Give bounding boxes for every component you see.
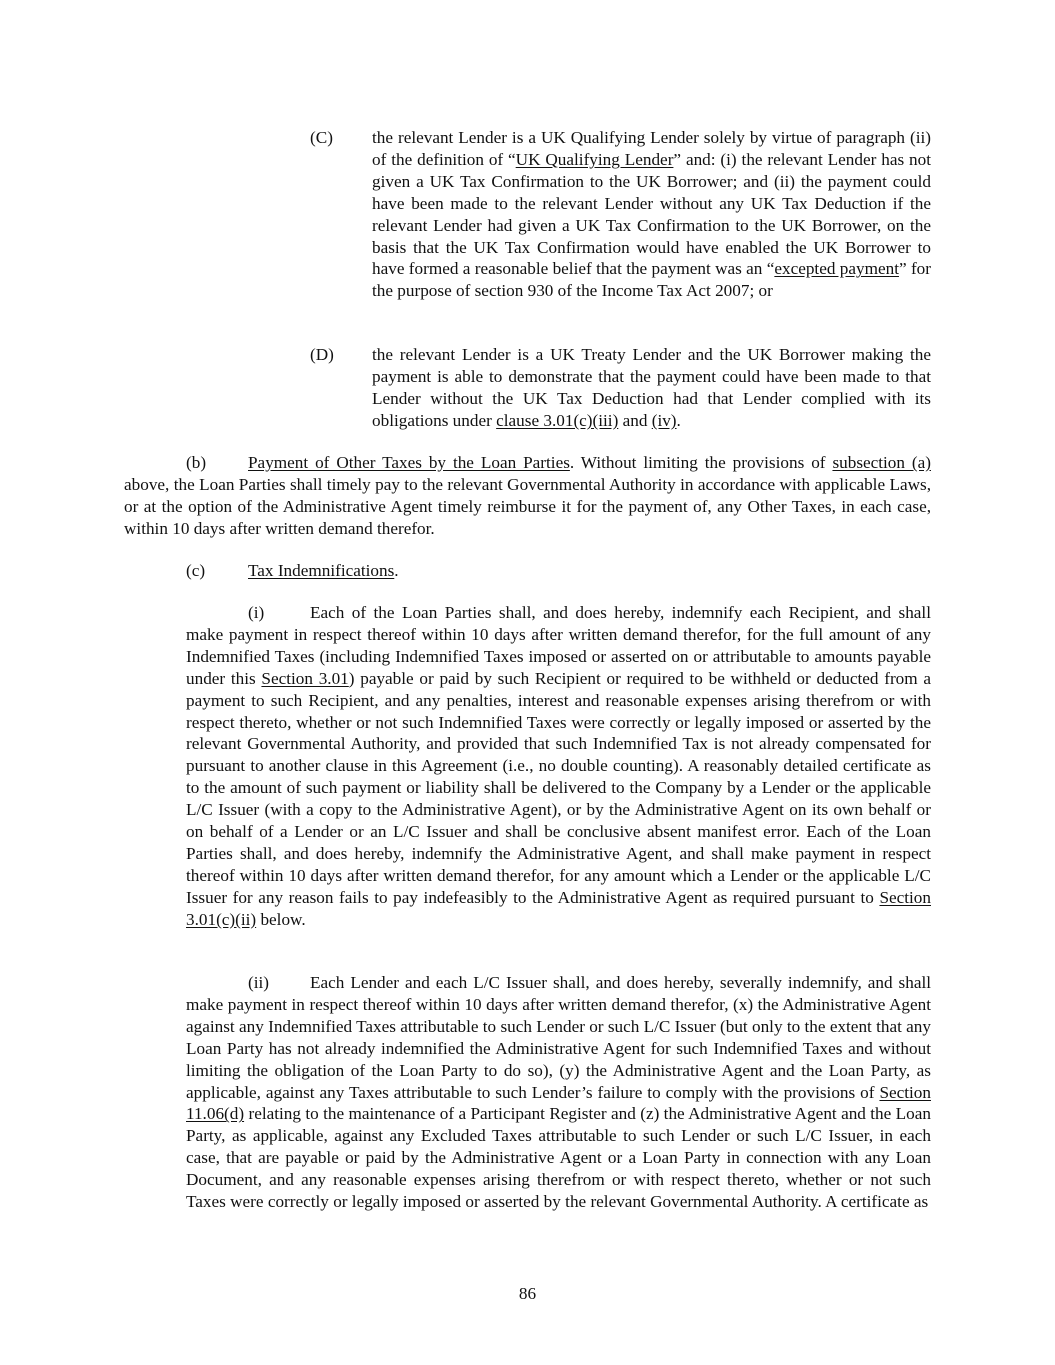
clause-c-heading-line (248, 560, 399, 582)
clause-i-text-part: Each of the Loan Parties shall, and does hereby, indemnify each Recipient, and shall make payment in respect thereof within 10 days after written demand therefor, for the full amount of any Indemnified Taxes (including Indemnified Taxes imposed or asserted on or attributable to amounts payable under this (186, 603, 931, 688)
clause-i-text (186, 602, 931, 931)
clause-c-label: (c) (186, 561, 206, 580)
section-3-01-reference: Section 3.01 (261, 668, 349, 688)
clause-iv-reference: (iv) (651, 410, 677, 430)
excepted-payment-reference: excepted payment (774, 259, 899, 279)
clause-C-text (372, 127, 931, 302)
section-3-01-c-ii-reference: Section 3.01(c)(ii) (186, 887, 931, 929)
clause-D-text-part: the relevant Lender is a UK Treaty Lender and the UK Borrower making the payment is able to demonstrate that the payment could have been made to that Lender without the UK Tax Deduction had that Lender complied with its obligations under (372, 345, 931, 430)
clause-b-text (124, 452, 931, 540)
tax-indemnifications-heading: Tax Indemnifications (248, 561, 395, 580)
clause-C-text-part: ” for the purpose of section 930 of the Income Tax Act 2007; or (372, 259, 931, 301)
clause-C-text-part: the relevant Lender is a UK Qualifying Lender solely by virtue of paragraph (ii) of the definition of “ (372, 128, 931, 169)
clause-b-heading: Payment of Other Taxes by the Loan Parties (248, 453, 570, 472)
clause-D-text-part: . (676, 410, 681, 430)
clause-b-text-part: above, the Loan Parties shall timely pay to the relevant Governmental Authority in accordance with applicable Laws, or at the option of the Administrative Agent timely reimburse it for the payment of, any Other Taxes, in each case, within 10 days after written demand therefor. (124, 474, 931, 538)
subsection-a-reference: subsection (a) (832, 453, 931, 472)
clause-D-text-part: and (618, 410, 652, 430)
clause-b-text-part: . Without limiting the provisions of (569, 453, 833, 472)
clause-i-label: (i) (248, 603, 265, 622)
clause-b-label: (b) (186, 453, 207, 472)
clause-ii-text-part: relating to the maintenance of a Participant Register and (z) the Administrative Agent and the Loan Party, as applicable, against any Excluded Taxes attributable to such Lender or such L/C Issuer, in each case, that are payable or paid by the Administrative Agent or a Loan Party in connection with any Loan Document, and any reasonable expenses arising therefrom or with respect thereto, whether or not such Taxes were correctly or legally imposed or asserted by the relevant Governmental Authority. A certificate as (186, 1104, 931, 1212)
page-number: 86 (518, 1284, 537, 1303)
clause-c-heading-period: . (394, 561, 399, 580)
clause-ii-text (186, 972, 931, 1213)
section-11-06-d-reference: Section 11.06(d) (186, 1082, 931, 1124)
clause-3-01-c-iii-reference: clause 3.01(c)(iii) (496, 410, 619, 430)
uk-qualifying-lender-reference: UK Qualifying Lender (515, 149, 674, 169)
clause-ii-text-part: Each Lender and each L/C Issuer shall, and does hereby, severally indemnify, and shall make payment in respect thereof within 10 days after written demand therefor, (x) the Administrative Agent against any Indemnified Taxes attributable to such Lender or such L/C Issuer (but only to the extent that any Loan Party has not already indemnified the Administrative Agent for such Indemnified Taxes and without limiting the obligation of the Loan Party to do so), (y) the Administrative Agent and the Loan Party, as applicable, against any Taxes attributable to such Lender’s failure to comply with the provisions of (186, 973, 931, 1102)
clause-C-label: (C) (310, 128, 333, 147)
clause-D-label: (D) (310, 345, 334, 364)
clause-ii-label: (ii) (248, 973, 269, 992)
clause-i-text-part: below. (256, 909, 306, 929)
clause-D-text (372, 344, 931, 432)
clause-i-text-part: ) payable or paid by such Recipient or required to be withheld or deducted from a payment to such Recipient, and any penalties, interest and reasonable expenses arising therefrom or with respect thereto, whether or not such Indemnified Taxes were correctly or legally imposed or asserted by the relevant Governmental Authority, and provided that such Indemnified Tax is not already compensated for pursuant to another clause in this Agreement (i.e., no double counting). A reasonably detailed certificate as to the amount of such payment or liability shall be delivered to the Company by a Lender or the applicable L/C Issuer (with a copy to the Administrative Agent), or by the Administrative Agent on its own behalf or on behalf of a Lender or an L/C Issuer and shall be conclusive absent manifest error. Each of the Loan Parties shall, and does hereby, indemnify the Administrative Agent, and shall make payment in respect thereof within 10 days after written demand therefor, for any amount which a Lender or the applicable L/C Issuer for any reason fails to pay indefeasibly to the Administrative Agent as required pursuant to (186, 668, 931, 907)
clause-C-text-part: ” and: (i) the relevant Lender has not given a UK Tax Confirmation to the UK Borrower; and (ii) the payment could have been made to the relevant Lender without any UK Tax Deduction if the relevant Lender had given a UK Tax Confirmation to the UK Borrower, on the basis that the UK Tax Confirmation would have enabled the UK Borrower to have formed a reasonable belief that the payment was an “ (372, 149, 931, 279)
